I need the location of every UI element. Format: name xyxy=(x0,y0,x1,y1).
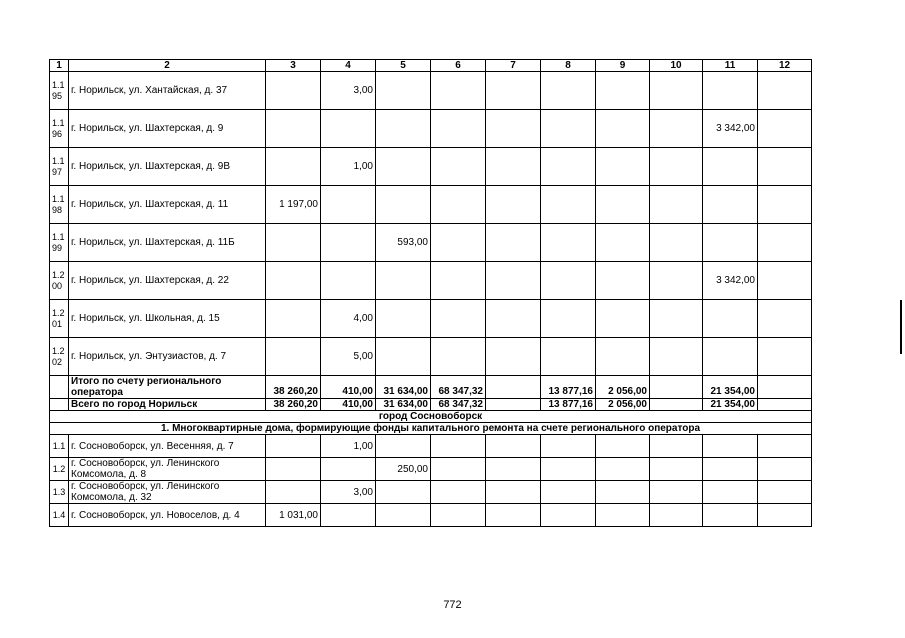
value-cell-c4: 1,00 xyxy=(321,148,376,186)
value-cell-c12 xyxy=(758,110,812,148)
row-number: 1.3 xyxy=(50,481,69,504)
value-cell-c7 xyxy=(486,458,541,481)
total-value-c5: 31 634,00 xyxy=(376,399,431,411)
value-cell-c6 xyxy=(431,481,486,504)
value-cell-c7 xyxy=(486,110,541,148)
row-number: 1.201 xyxy=(50,300,69,338)
total-num-cell xyxy=(50,399,69,411)
column-header-10: 10 xyxy=(650,60,703,72)
value-cell-c5 xyxy=(376,435,431,458)
value-cell-c12 xyxy=(758,504,812,527)
total-value-c6: 68 347,32 xyxy=(431,399,486,411)
value-cell-c7 xyxy=(486,435,541,458)
total-value-c10 xyxy=(650,399,703,411)
value-cell-c7 xyxy=(486,504,541,527)
value-cell-c3 xyxy=(266,338,321,376)
section-heading-text: 1. Многоквартирные дома, формирующие фонды капитального ремонта на счете регионального оператора xyxy=(50,423,812,435)
value-cell-c12 xyxy=(758,300,812,338)
value-cell-c11 xyxy=(703,458,758,481)
address-cell: г. Норильск, ул. Хантайская, д. 37 xyxy=(69,72,266,110)
row-number: 1.195 xyxy=(50,72,69,110)
value-cell-c6 xyxy=(431,435,486,458)
address-cell: г. Норильск, ул. Шахтерская, д. 9В xyxy=(69,148,266,186)
total-value-c11: 21 354,00 xyxy=(703,399,758,411)
value-cell-c7 xyxy=(486,148,541,186)
value-cell-c6 xyxy=(431,72,486,110)
value-cell-c3: 1 197,00 xyxy=(266,186,321,224)
value-cell-c11 xyxy=(703,186,758,224)
value-cell-c3 xyxy=(266,300,321,338)
column-header-7: 7 xyxy=(486,60,541,72)
total-value-c12 xyxy=(758,376,812,399)
value-cell-c5 xyxy=(376,338,431,376)
value-cell-c8 xyxy=(541,148,596,186)
column-header-11: 11 xyxy=(703,60,758,72)
value-cell-c10 xyxy=(650,504,703,527)
value-cell-c10 xyxy=(650,148,703,186)
value-cell-c6 xyxy=(431,300,486,338)
table-header-row xyxy=(50,60,812,72)
value-cell-c10 xyxy=(650,224,703,262)
value-cell-c8 xyxy=(541,72,596,110)
table-row xyxy=(50,458,812,481)
value-cell-c3 xyxy=(266,148,321,186)
value-cell-c7 xyxy=(486,300,541,338)
address-cell: г. Сосновоборск, ул. Ленинского Комсомола, д. 32 xyxy=(69,481,266,504)
value-cell-c11: 3 342,00 xyxy=(703,262,758,300)
total-label: Всего по город Норильск xyxy=(69,399,266,411)
value-cell-c8 xyxy=(541,110,596,148)
address-cell: г. Сосновоборск, ул. Новоселов, д. 4 xyxy=(69,504,266,527)
value-cell-c11 xyxy=(703,300,758,338)
column-header-5: 5 xyxy=(376,60,431,72)
value-cell-c8 xyxy=(541,504,596,527)
address-cell: г. Норильск, ул. Шахтерская, д. 11 xyxy=(69,186,266,224)
page-edge-mark xyxy=(900,300,902,354)
capital-repair-table xyxy=(49,59,812,527)
table-row xyxy=(50,481,812,504)
value-cell-c4: 4,00 xyxy=(321,300,376,338)
value-cell-c5 xyxy=(376,72,431,110)
value-cell-c7 xyxy=(486,338,541,376)
value-cell-c3 xyxy=(266,110,321,148)
table-row xyxy=(50,262,812,300)
value-cell-c4 xyxy=(321,186,376,224)
page-number: 772 xyxy=(443,599,462,611)
value-cell-c12 xyxy=(758,72,812,110)
total-value-c11: 21 354,00 xyxy=(703,376,758,399)
value-cell-c5 xyxy=(376,504,431,527)
total-value-c5: 31 634,00 xyxy=(376,376,431,399)
value-cell-c6 xyxy=(431,148,486,186)
address-cell: г. Норильск, ул. Шахтерская, д. 22 xyxy=(69,262,266,300)
value-cell-c12 xyxy=(758,186,812,224)
total-value-c12 xyxy=(758,399,812,411)
value-cell-c4 xyxy=(321,224,376,262)
row-number: 1.196 xyxy=(50,110,69,148)
value-cell-c7 xyxy=(486,262,541,300)
value-cell-c9 xyxy=(596,148,650,186)
total-value-c8: 13 877,16 xyxy=(541,399,596,411)
value-cell-c12 xyxy=(758,262,812,300)
value-cell-c11 xyxy=(703,338,758,376)
value-cell-c8 xyxy=(541,481,596,504)
total-value-c9: 2 056,00 xyxy=(596,399,650,411)
value-cell-c12 xyxy=(758,481,812,504)
value-cell-c11 xyxy=(703,224,758,262)
table-row xyxy=(50,504,812,527)
table-row xyxy=(50,186,812,224)
value-cell-c10 xyxy=(650,110,703,148)
value-cell-c7 xyxy=(486,186,541,224)
value-cell-c9 xyxy=(596,435,650,458)
table-row xyxy=(50,110,812,148)
value-cell-c10 xyxy=(650,435,703,458)
value-cell-c9 xyxy=(596,458,650,481)
total-value-c7 xyxy=(486,399,541,411)
value-cell-c4 xyxy=(321,262,376,300)
value-cell-c5 xyxy=(376,262,431,300)
total-row xyxy=(50,399,812,411)
value-cell-c3 xyxy=(266,72,321,110)
value-cell-c10 xyxy=(650,458,703,481)
value-cell-c9 xyxy=(596,504,650,527)
value-cell-c11 xyxy=(703,72,758,110)
table-row xyxy=(50,300,812,338)
value-cell-c5: 593,00 xyxy=(376,224,431,262)
value-cell-c7 xyxy=(486,224,541,262)
table-row xyxy=(50,338,812,376)
value-cell-c9 xyxy=(596,110,650,148)
value-cell-c6 xyxy=(431,504,486,527)
value-cell-c10 xyxy=(650,481,703,504)
row-number: 1.200 xyxy=(50,262,69,300)
value-cell-c5 xyxy=(376,148,431,186)
value-cell-c8 xyxy=(541,458,596,481)
address-cell: г. Норильск, ул. Шахтерская, д. 11Б xyxy=(69,224,266,262)
row-number: 1.198 xyxy=(50,186,69,224)
value-cell-c5 xyxy=(376,300,431,338)
value-cell-c11 xyxy=(703,435,758,458)
value-cell-c4: 1,00 xyxy=(321,435,376,458)
value-cell-c6 xyxy=(431,262,486,300)
value-cell-c4 xyxy=(321,504,376,527)
value-cell-c7 xyxy=(486,481,541,504)
address-cell: г. Норильск, ул. Школьная, д. 15 xyxy=(69,300,266,338)
column-header-4: 4 xyxy=(321,60,376,72)
value-cell-c11 xyxy=(703,148,758,186)
value-cell-c8 xyxy=(541,224,596,262)
address-cell: г. Сосновоборск, ул. Ленинского Комсомола, д. 8 xyxy=(69,458,266,481)
value-cell-c12 xyxy=(758,224,812,262)
address-cell: г. Сосновоборск, ул. Весенняя, д. 7 xyxy=(69,435,266,458)
table-row xyxy=(50,148,812,186)
total-value-c10 xyxy=(650,376,703,399)
value-cell-c10 xyxy=(650,338,703,376)
row-number: 1.1 xyxy=(50,435,69,458)
value-cell-c4 xyxy=(321,458,376,481)
total-value-c3: 38 260,20 xyxy=(266,376,321,399)
value-cell-c4: 3,00 xyxy=(321,481,376,504)
value-cell-c8 xyxy=(541,300,596,338)
value-cell-c9 xyxy=(596,186,650,224)
value-cell-c6 xyxy=(431,186,486,224)
value-cell-c12 xyxy=(758,338,812,376)
total-label: Итого по счету регионального оператора xyxy=(69,376,266,399)
value-cell-c4: 5,00 xyxy=(321,338,376,376)
value-cell-c6 xyxy=(431,458,486,481)
row-number: 1.2 xyxy=(50,458,69,481)
column-header-6: 6 xyxy=(431,60,486,72)
value-cell-c6 xyxy=(431,224,486,262)
value-cell-c5: 250,00 xyxy=(376,458,431,481)
city-heading-text: город Сосновоборск xyxy=(50,411,812,423)
total-value-c3: 38 260,20 xyxy=(266,399,321,411)
value-cell-c11 xyxy=(703,481,758,504)
value-cell-c4: 3,00 xyxy=(321,72,376,110)
value-cell-c12 xyxy=(758,458,812,481)
value-cell-c5 xyxy=(376,186,431,224)
table-row xyxy=(50,435,812,458)
column-header-8: 8 xyxy=(541,60,596,72)
value-cell-c12 xyxy=(758,435,812,458)
row-number: 1.197 xyxy=(50,148,69,186)
value-cell-c11: 3 342,00 xyxy=(703,110,758,148)
value-cell-c6 xyxy=(431,338,486,376)
value-cell-c9 xyxy=(596,224,650,262)
value-cell-c3 xyxy=(266,435,321,458)
value-cell-c3 xyxy=(266,224,321,262)
value-cell-c10 xyxy=(650,262,703,300)
value-cell-c10 xyxy=(650,186,703,224)
address-cell: г. Норильск, ул. Шахтерская, д. 9 xyxy=(69,110,266,148)
row-number: 1.202 xyxy=(50,338,69,376)
value-cell-c7 xyxy=(486,72,541,110)
value-cell-c8 xyxy=(541,338,596,376)
column-header-9: 9 xyxy=(596,60,650,72)
value-cell-c8 xyxy=(541,262,596,300)
value-cell-c8 xyxy=(541,435,596,458)
value-cell-c9 xyxy=(596,262,650,300)
section-heading xyxy=(50,423,812,435)
column-header-1: 1 xyxy=(50,60,69,72)
total-value-c4: 410,00 xyxy=(321,376,376,399)
column-header-12: 12 xyxy=(758,60,812,72)
value-cell-c9 xyxy=(596,481,650,504)
value-cell-c3 xyxy=(266,481,321,504)
value-cell-c5 xyxy=(376,481,431,504)
total-value-c6: 68 347,32 xyxy=(431,376,486,399)
total-num-cell xyxy=(50,376,69,399)
total-value-c9: 2 056,00 xyxy=(596,376,650,399)
value-cell-c9 xyxy=(596,300,650,338)
value-cell-c9 xyxy=(596,72,650,110)
value-cell-c6 xyxy=(431,110,486,148)
value-cell-c10 xyxy=(650,300,703,338)
column-header-3: 3 xyxy=(266,60,321,72)
table-row xyxy=(50,224,812,262)
table-row xyxy=(50,72,812,110)
address-cell: г. Норильск, ул. Энтузиастов, д. 7 xyxy=(69,338,266,376)
value-cell-c8 xyxy=(541,186,596,224)
total-value-c7 xyxy=(486,376,541,399)
city-heading xyxy=(50,411,812,423)
value-cell-c5 xyxy=(376,110,431,148)
value-cell-c3: 1 031,00 xyxy=(266,504,321,527)
value-cell-c3 xyxy=(266,458,321,481)
column-header-2: 2 xyxy=(69,60,266,72)
value-cell-c11 xyxy=(703,504,758,527)
value-cell-c3 xyxy=(266,262,321,300)
value-cell-c12 xyxy=(758,148,812,186)
value-cell-c9 xyxy=(596,338,650,376)
value-cell-c10 xyxy=(650,72,703,110)
row-number: 1.199 xyxy=(50,224,69,262)
row-number: 1.4 xyxy=(50,504,69,527)
value-cell-c4 xyxy=(321,110,376,148)
total-value-c8: 13 877,16 xyxy=(541,376,596,399)
total-row xyxy=(50,376,812,399)
total-value-c4: 410,00 xyxy=(321,399,376,411)
